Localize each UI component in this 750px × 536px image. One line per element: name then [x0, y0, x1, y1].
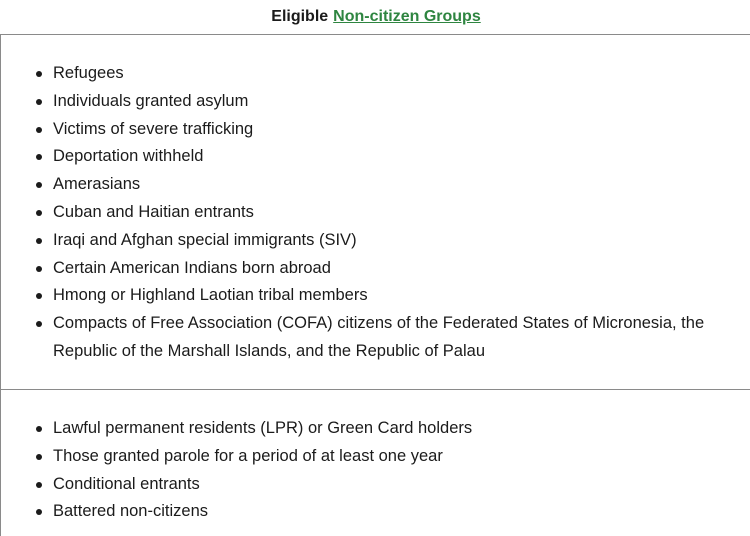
list-item: Amerasians — [35, 171, 750, 199]
list-item: Iraqi and Afghan special immigrants (SIV) — [35, 227, 750, 255]
list-item: Victims of severe trafficking — [35, 116, 750, 144]
list-item: Refugees — [35, 60, 750, 88]
list-item: Those granted parole for a period of at least one year — [35, 443, 750, 471]
header-prefix: Eligible — [271, 8, 329, 25]
list-item: Compacts of Free Association (COFA) citizens of the Federated States of Micronesia, the Republic of the Marshall Islands, and the Republic of Palau — [35, 310, 750, 366]
group-two-section — [0, 390, 750, 536]
group-two-list — [1, 415, 750, 526]
list-item: Certain American Indians born abroad — [35, 255, 750, 283]
group-one-list — [1, 60, 750, 366]
group-one-section — [0, 35, 750, 390]
list-item: Lawful permanent residents (LPR) or Green Card holders — [35, 415, 750, 443]
list-item: Battered non-citizens — [35, 498, 750, 526]
list-item: Cuban and Haitian entrants — [35, 199, 750, 227]
list-item: Hmong or Highland Laotian tribal members — [35, 282, 750, 310]
table-header — [0, 0, 750, 35]
list-item: Conditional entrants — [35, 471, 750, 499]
non-citizen-groups-link[interactable]: Non-citizen Groups — [333, 8, 481, 25]
list-item: Individuals granted asylum — [35, 88, 750, 116]
list-item: Deportation withheld — [35, 143, 750, 171]
